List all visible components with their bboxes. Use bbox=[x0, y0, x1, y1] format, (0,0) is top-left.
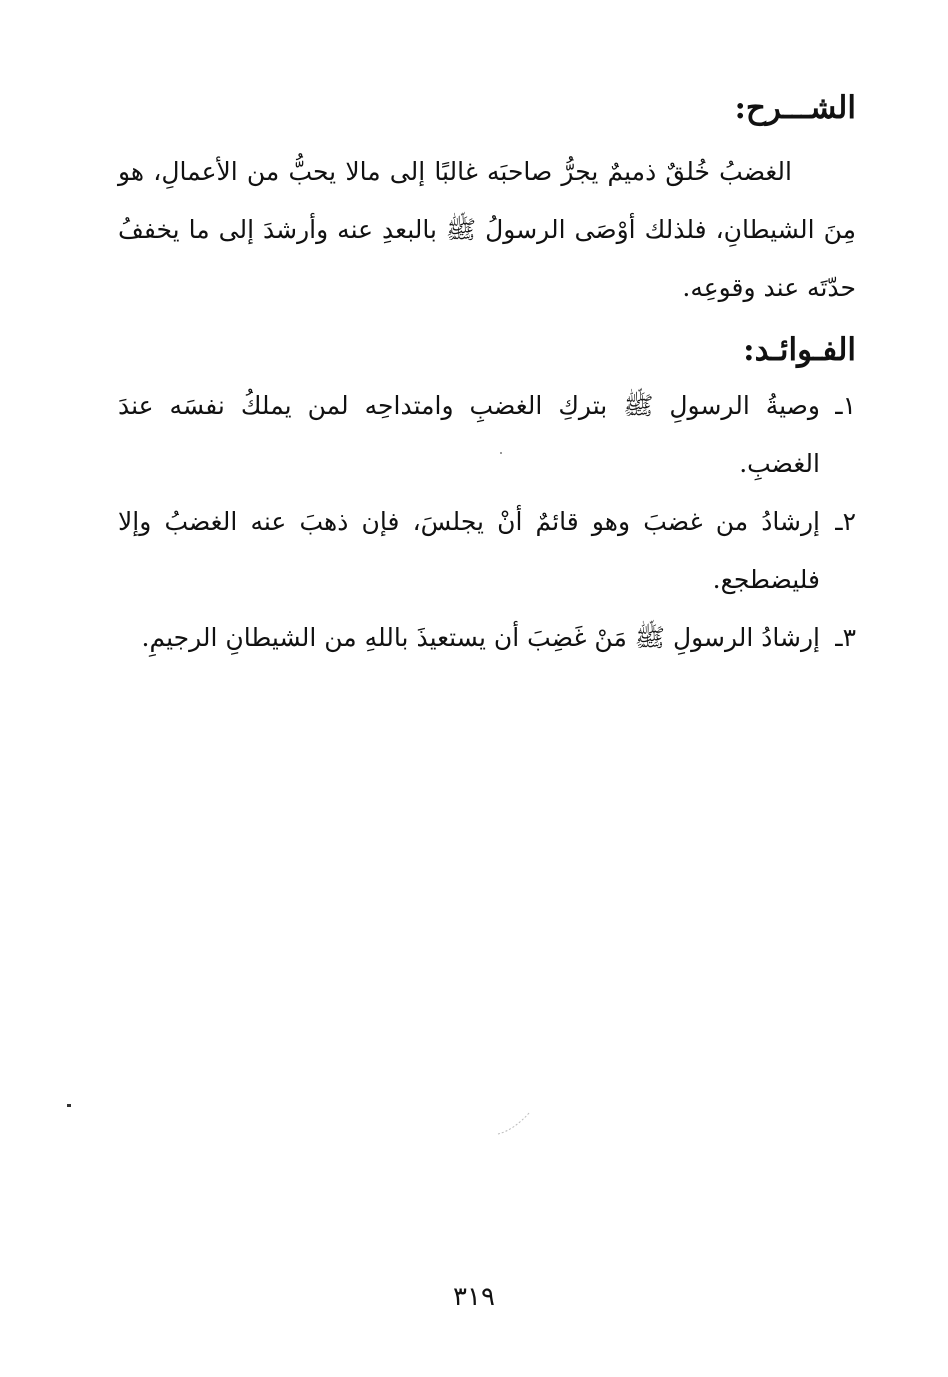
benefit-item bbox=[118, 609, 856, 667]
scan-mark bbox=[496, 1108, 536, 1138]
page-number: ٣١٩ bbox=[453, 1282, 495, 1312]
benefits-list bbox=[118, 377, 856, 667]
benefit-text: إرشادُ من غضبَ وهو قائمٌ أنْ يجلسَ، فإن ذهبَ عنه الغضبُ وإلا فليضطجع. bbox=[118, 507, 820, 594]
scan-speck bbox=[67, 1104, 71, 1107]
benefits-heading: الفـوائـد: bbox=[743, 332, 856, 368]
benefit-number: ٣ـ bbox=[835, 623, 856, 652]
benefit-number: ٢ـ bbox=[835, 507, 856, 536]
benefit-item bbox=[118, 493, 856, 609]
benefit-text: إرشادُ الرسولِ ﷺ مَنْ غَضِبَ أن يستعيذَ باللهِ من الشيطانِ الرجيمِ. bbox=[141, 623, 820, 652]
scan-speck bbox=[500, 452, 502, 454]
benefit-number: ١ـ bbox=[835, 391, 856, 420]
benefit-text: وصيةُ الرسولِ ﷺ بتركِ الغضبِ وامتداحِه لمن يملكُ نفسَه عندَ الغضبِ. bbox=[118, 391, 820, 478]
explanation-heading: الشـــرح: bbox=[734, 90, 856, 126]
explanation-paragraph: الغضبُ خُلقٌ ذميمٌ يجرُّ صاحبَه غالبًا إلى مالا يحبُّ من الأعمالِ، هو مِنَ الشيطانِ، فلذلك أوْصَى الرسولُ ﷺ بالبعدِ عنه وأرشدَ إلى ما يخففُ حدّتَه عند وقوعِه. bbox=[118, 157, 856, 302]
benefit-item bbox=[118, 377, 856, 493]
